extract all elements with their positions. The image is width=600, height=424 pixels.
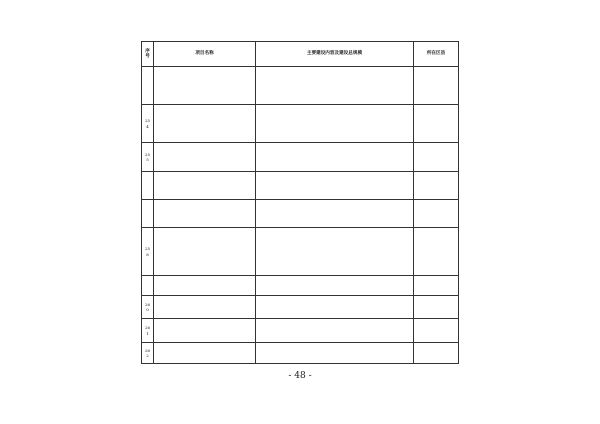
row-no: 254: [142, 105, 154, 143]
table-row: [142, 319, 459, 343]
row-content: [256, 143, 414, 172]
header-name: 项目名称: [154, 42, 256, 67]
project-table: [141, 41, 459, 364]
row-name: [154, 343, 256, 364]
row-region: [414, 105, 459, 143]
row-region: [414, 296, 459, 319]
header-region: 所在区县: [414, 42, 459, 67]
table-row: [142, 343, 459, 364]
row-name: [154, 172, 256, 200]
row-region: [414, 228, 459, 276]
row-content: [256, 105, 414, 143]
row-region: [414, 276, 459, 296]
table-row: [142, 228, 459, 276]
row-content: [256, 343, 414, 364]
table-row: [142, 172, 459, 200]
header-no: 序号: [142, 42, 154, 67]
table-row: [142, 67, 459, 105]
table-row: [142, 143, 459, 172]
row-no: 262: [142, 343, 154, 364]
row-no: 255: [142, 143, 154, 172]
table-header-row: [142, 42, 459, 67]
row-content: [256, 228, 414, 276]
row-name: [154, 67, 256, 105]
row-name: [154, 228, 256, 276]
row-no: [142, 67, 154, 105]
row-content: [256, 319, 414, 343]
table-row: [142, 105, 459, 143]
row-no: [142, 200, 154, 228]
row-no: [142, 172, 154, 200]
row-region: [414, 200, 459, 228]
table-row: [142, 200, 459, 228]
row-content: [256, 200, 414, 228]
page-number: - 48 -: [288, 371, 312, 381]
row-no: 261: [142, 319, 154, 343]
row-no: [142, 276, 154, 296]
row-no: 258: [142, 228, 154, 276]
row-content: [256, 296, 414, 319]
row-content: [256, 67, 414, 105]
row-content: [256, 172, 414, 200]
row-region: [414, 172, 459, 200]
row-name: [154, 296, 256, 319]
row-region: [414, 343, 459, 364]
table-row: [142, 276, 459, 296]
row-name: [154, 143, 256, 172]
row-content: [256, 276, 414, 296]
row-no: 260: [142, 296, 154, 319]
row-name: [154, 319, 256, 343]
table-row: [142, 296, 459, 319]
row-name: [154, 200, 256, 228]
header-content: 主要建设内容及建设总规模: [256, 42, 414, 67]
row-name: [154, 105, 256, 143]
row-region: [414, 143, 459, 172]
row-region: [414, 67, 459, 105]
row-region: [414, 319, 459, 343]
row-name: [154, 276, 256, 296]
